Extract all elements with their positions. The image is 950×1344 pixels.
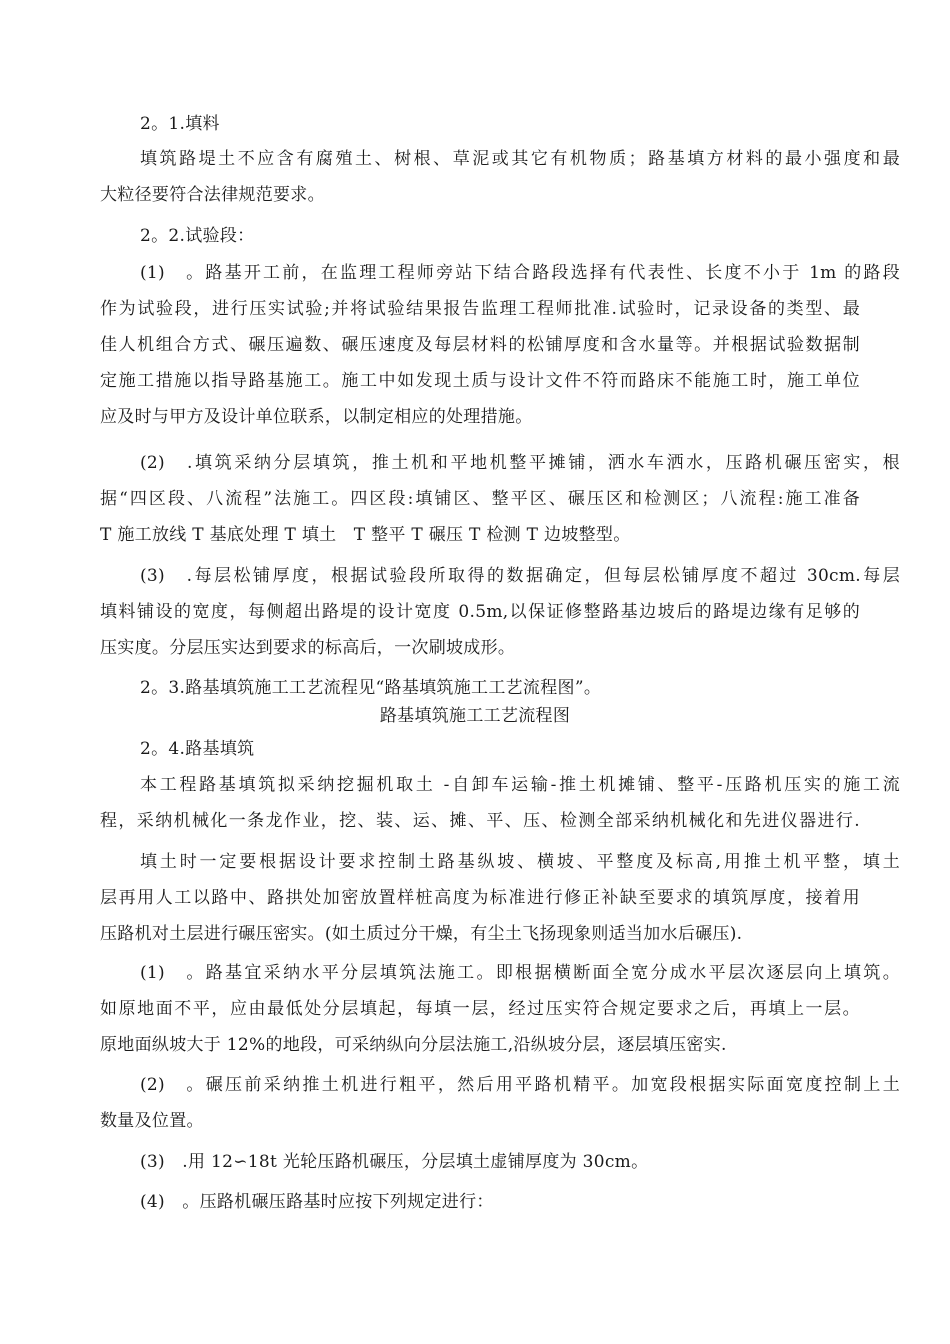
paragraph-line: 佳人机组合方式、碾压遍数、碾压速度及每层材料的松铺厚度和含水量等。并根据试验数据制 [100,335,860,355]
paragraph-line: (1) 。路基宜采纳水平分层填筑法施工。即根据横断面全宽分成水平层次逐层向上填筑。 [140,963,900,983]
paragraph-line: (3) .用 12∽18t 光轮压路机碾压，分层填土虚铺厚度为 30cm。 [140,1152,649,1172]
heading-2-3: 2。3.路基填筑施工工艺流程见“路基填筑施工工艺流程图”。 [140,678,602,698]
paragraph-line: 据“四区段、八流程”法施工。四区段:填铺区、整平区、碾压区和检测区；八流程:施工准备 [100,489,860,509]
heading-2-1: 2。1.填料 [140,114,220,134]
paragraph-line: 原地面纵坡大于 12%的地段，可采纳纵向分层法施工,沿纵坡分层，逐层填压密实. [100,1035,727,1055]
paragraph-line: (2) .填筑采纳分层填筑，推土机和平地机整平摊铺，洒水车洒水，压路机碾压密实，根 [140,453,900,473]
paragraph-line: (2) 。碾压前采纳推土机进行粗平，然后用平路机精平。加宽段根据实际面宽度控制上土 [140,1075,900,1095]
paragraph-line: 程，采纳机械化一条龙作业，挖、装、运、摊、平、压、检测全部采纳机械化和先进仪器进行. [100,811,860,831]
paragraph-line: 层再用人工以路中、路拱处加密放置样桩高度为标准进行修正补缺至要求的填筑厚度，接着用 [100,888,860,908]
paragraph-line: 定施工措施以指导路基施工。施工中如发现土质与设计文件不符而路床不能施工时，施工单位 [100,371,860,391]
paragraph-line: (1) 。路基开工前，在监理工程师旁站下结合路段选择有代表性、长度不小于 1m 的路段 [140,263,900,283]
paragraph-line: 如原地面不平，应由最低处分层填起，每填一层，经过压实符合规定要求之后，再填上一层。 [100,999,860,1019]
paragraph-line: 压路机对土层进行碾压密实。(如土质过分干燥，有尘土飞扬现象则适当加水后碾压). [100,924,743,944]
paragraph-line: 填料铺设的宽度，每侧超出路堤的设计宽度 0.5m,以保证修整路基边坡后的路堤边缘有足够的 [100,602,860,622]
paragraph-line: (4) 。压路机碾压路基时应按下列规定进行： [140,1192,494,1212]
paragraph-line: T 施工放线 T 基底处理 T 填土 T 整平 T 碾压 T 检测 T 边坡整型。 [100,525,631,545]
paragraph-line: 压实度。分层压实达到要求的标高后，一次刷坡成形。 [100,638,516,658]
paragraph-line: 本工程路基填筑拟采纳挖掘机取土 -自卸车运输-推土机摊铺、整平-压路机压实的施工流 [140,775,900,795]
paragraph-line: 填筑路堤土不应含有腐殖土、树根、草泥或其它有机物质；路基填方材料的最小强度和最 [140,149,900,169]
paragraph-line: (3) .每层松铺厚度，根据试验段所取得的数据确定，但每层松铺厚度不超过 30cm.每层 [140,566,900,586]
heading-2-4: 2。4.路基填筑 [140,739,255,759]
paragraph-line: 大粒径要符合法律规范要求。 [100,185,325,205]
flowchart-caption: 路基填筑施工工艺流程图 [379,706,571,726]
paragraph-line: 数量及位置。 [100,1111,204,1131]
paragraph-line: 作为试验段，进行压实试验;并将试验结果报告监理工程师批准.试验时，记录设备的类型、最 [100,299,860,319]
paragraph-line: 填土时一定要根据设计要求控制土路基纵坡、横坡、平整度及标高,用推土机平整，填土 [140,852,900,872]
paragraph-line: 应及时与甲方及设计单位联系，以制定相应的处理措施。 [100,407,533,427]
heading-2-2: 2。2.试验段： [140,226,255,246]
